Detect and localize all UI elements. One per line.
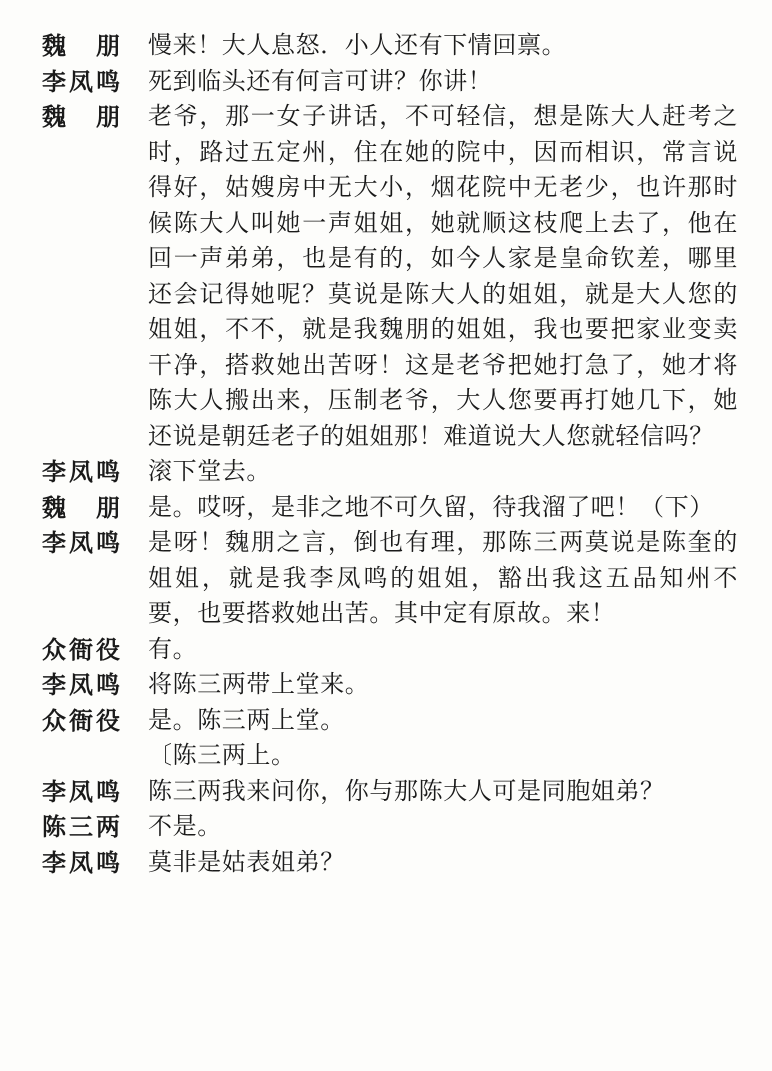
speaker-name: 李凤鸣 bbox=[42, 776, 120, 806]
speaker-name: 陈三两 bbox=[42, 812, 120, 841]
dialogue-line bbox=[0, 703, 772, 739]
dialogue-text: 老爷，那一女子讲话，不可轻信，想是陈大人赶考之时，路过五定州，住在她的院中，因而相识，常言说得好，姑嫂房中无大小，烟花院中无老少，也许那时候陈大人叫她一声姐姐，她就顺这枝爬上去了，他在回一声弟弟，也是有的，如今人家是皇命钦差，哪里还会记得她呢？莫说是陈大人的姐姐，就是大人您的姐姐，不不，就是我魏朋的姐姐，我也要把家业变卖干净，搭救她出苦呀！这是老爷把她打急了，她才将陈大人搬出来，压制老爷，大人您要再打她几下，她还说是朝廷老子的姐姐那！难道说大人您就轻信吗？ bbox=[148, 102, 738, 450]
speaker-name: 众衙役 bbox=[42, 634, 120, 664]
dialogue-text: 慢来！大人息怒．小人还有下情回禀。 bbox=[148, 31, 567, 59]
dialogue-text: 不是。 bbox=[148, 812, 222, 840]
speaker-name bbox=[0, 738, 148, 774]
dialogue-text: 是。哎呀，是非之地不可久留，待我溜了吧！（下） bbox=[148, 492, 714, 521]
dialogue-text: 滚下堂去。 bbox=[148, 457, 271, 485]
dialogue-line bbox=[0, 809, 772, 845]
dialogue-line bbox=[0, 525, 772, 632]
speaker-name: 魏 朋 bbox=[42, 102, 120, 131]
speaker-name: 李凤鸣 bbox=[42, 847, 120, 877]
speaker-name: 李凤鸣 bbox=[42, 670, 120, 699]
dialogue-text: 死到临头还有何言可讲？你讲！ bbox=[148, 66, 493, 95]
dialogue-text: 莫非是姑表姐弟？ bbox=[148, 847, 345, 876]
speaker-name: 魏 朋 bbox=[42, 31, 120, 60]
speaker-name: 魏 朋 bbox=[42, 492, 120, 522]
speaker-name: 众衙役 bbox=[42, 705, 120, 735]
dialogue-line bbox=[0, 667, 772, 703]
dialogue-line bbox=[0, 99, 772, 454]
speaker-name: 李凤鸣 bbox=[42, 528, 120, 557]
dialogue-text: 陈三两我来问你，你与那陈大人可是同胞姐弟？ bbox=[148, 776, 665, 805]
dialogue-text: 将陈三两带上堂来。 bbox=[148, 670, 370, 698]
speaker-name: 李凤鸣 bbox=[42, 457, 120, 486]
dialogue-line bbox=[0, 454, 772, 490]
dialogue-line bbox=[0, 28, 772, 64]
speaker-name: 李凤鸣 bbox=[42, 66, 120, 96]
dialogue-line bbox=[0, 845, 772, 881]
dialogue-line bbox=[0, 490, 772, 526]
dialogue-text: 是。陈三两上堂。 bbox=[148, 705, 345, 734]
dialogue-line bbox=[0, 632, 772, 668]
script-page bbox=[0, 28, 772, 880]
stage-direction-text: 〔陈三两上。 bbox=[148, 741, 296, 769]
dialogue-line bbox=[0, 64, 772, 100]
dialogue-text: 有。 bbox=[148, 634, 198, 663]
dialogue-text: 是呀！魏朋之言，倒也有理，那陈三两莫说是陈奎的姐姐，就是我李凤鸣的姐姐，豁出我这五品知州不要，也要搭救她出苦。其中定有原故。来！ bbox=[148, 528, 738, 627]
stage-direction bbox=[0, 738, 772, 774]
dialogue-line bbox=[0, 774, 772, 810]
